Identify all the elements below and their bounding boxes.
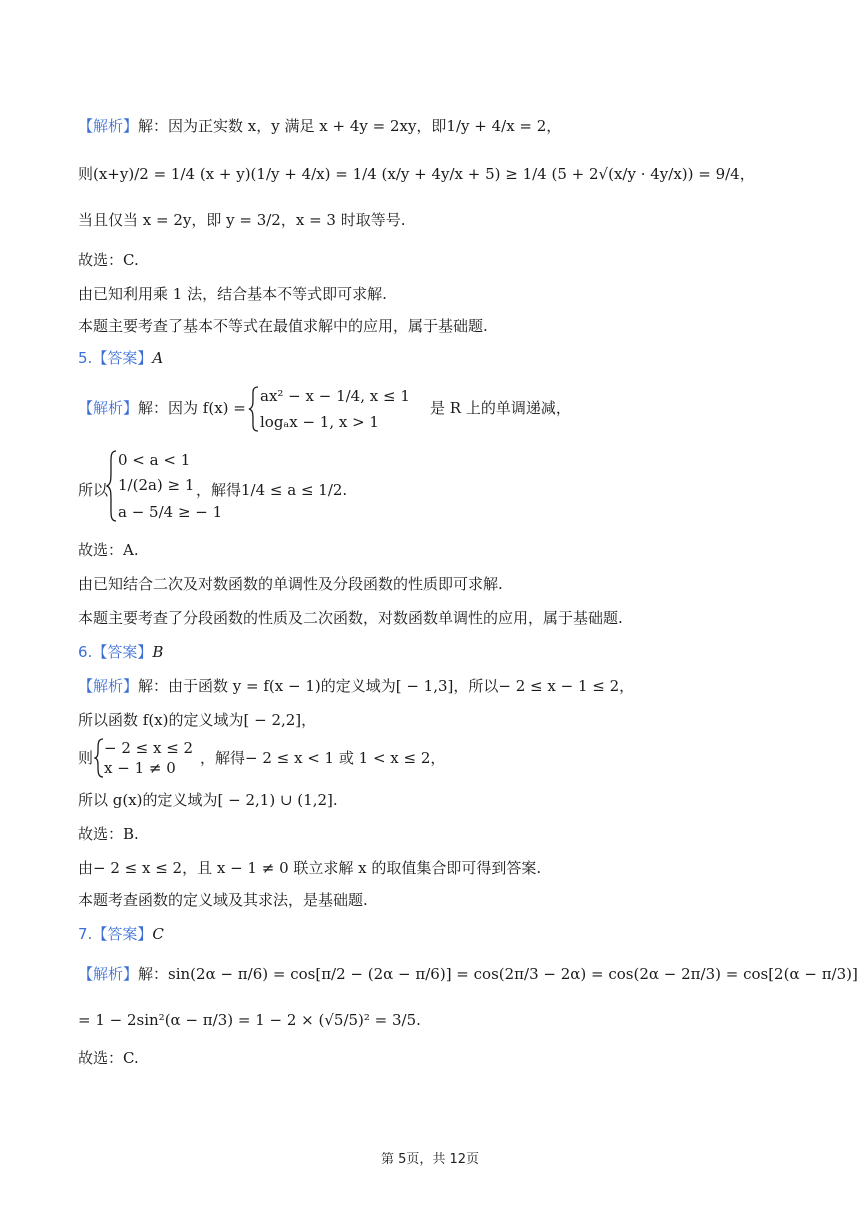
question-number: 5. (78, 349, 93, 367)
analysis-tag: 【解析】 (78, 117, 139, 135)
q5-line2-prefix: 所以 (78, 481, 109, 499)
q5-line1-prefix: 解：因为 f(x) = (138, 399, 246, 417)
q6-line3-suffix: ，解得− 2 ≤ x < 1 或 1 < x ≤ 2， (200, 749, 446, 767)
answer-letter: B (152, 643, 164, 661)
q5-line1-suffix: 是 R 上的单调递减， (430, 399, 571, 417)
analysis-tag: 【解析】 (78, 965, 139, 983)
q5-answer-line (78, 348, 163, 368)
q4-analysis-line-1 (78, 116, 561, 136)
q6-choice: 故选：B. (78, 825, 139, 843)
left-brace-icon (94, 738, 104, 778)
answer-tag: 【答案】 (92, 643, 153, 661)
q5-system-row-3: a − 5/4 ≥ − 1 (118, 503, 223, 521)
answer-tag: 【答案】 (92, 349, 153, 367)
analysis-tag: 【解析】 (78, 677, 139, 695)
q6-method: 由− 2 ≤ x ≤ 2，且 x − 1 ≠ 0 联立求解 x 的取值集合即可得到答案. (78, 859, 542, 877)
answer-letter: A (152, 349, 164, 367)
question-number: 6. (78, 643, 93, 661)
question-number: 7. (78, 925, 93, 943)
q5-choice: 故选：A. (78, 541, 139, 559)
q4-method: 由已知利用乘 1 法，结合基本不等式即可求解. (78, 285, 387, 303)
answer-letter: C (152, 925, 164, 943)
q6-answer-line (78, 642, 163, 662)
q6-analysis-line-1 (78, 676, 634, 696)
q5-system-row-2: 1/(2a) ≥ 1 (118, 476, 195, 494)
q6-summary: 本题考查函数的定义域及其求法，是基础题. (78, 891, 368, 909)
answer-tag: 【答案】 (92, 925, 153, 943)
q4-analysis-line-2: 则(x+y)/2 = 1/4 (x + y)(1/y + 4/x) = 1/4 (x/y + 4y/x + 5) ≥ 1/4 (5 + 2√(x/y · 4y/x)) = 9/4， (78, 165, 755, 183)
q6-line1-text: 解：由于函数 y = f(x − 1)的定义域为[ − 1,3]，所以− 2 ≤ x − 1 ≤ 2， (138, 677, 635, 695)
q4-summary: 本题主要考查了基本不等式在最值求解中的应用，属于基础题. (78, 317, 488, 335)
q4-line1-text: 解：因为正实数 x，y 满足 x + 4y = 2xy，即1/y + 4/x = 2， (138, 117, 562, 135)
q4-choice: 故选：C. (78, 251, 139, 269)
q7-answer-line (78, 924, 164, 944)
q5-system-row-1: 0 < a < 1 (118, 451, 191, 469)
q6-system-row-1: − 2 ≤ x ≤ 2 (104, 739, 194, 757)
q7-line1-text: 解：sin(2α − π/6) = cos[π/2 − (2α − π/6)] = cos(2π/3 − 2α) = cos(2α − 2π/3) = cos[2(α − π/3)] (138, 965, 858, 983)
analysis-tag: 【解析】 (78, 399, 139, 417)
left-brace-icon (248, 386, 260, 432)
q5-piece-1: ax² − x − 1/4, x ≤ 1 (260, 387, 410, 405)
q5-piece-2: logₐx − 1, x > 1 (260, 413, 379, 431)
q7-analysis-line-2: = 1 − 2sin²(α − π/3) = 1 − 2 × (√5/5)² = 3/5. (78, 1011, 421, 1029)
q6-analysis-line-2: 所以函数 f(x)的定义域为[ − 2,2]， (78, 711, 317, 729)
page-footer: 第 5页，共 12页 (380, 1152, 480, 1167)
q6-line3-prefix: 则 (78, 749, 94, 767)
q4-analysis-line-3: 当且仅当 x = 2y，即 y = 3/2，x = 3 时取等号. (78, 211, 406, 229)
q5-method: 由已知结合二次及对数函数的单调性及分段函数的性质即可求解. (78, 575, 503, 593)
q5-line2-suffix: ，解得1/4 ≤ a ≤ 1/2. (196, 481, 348, 499)
q6-analysis-line-4: 所以 g(x)的定义域为[ − 2,1) ∪ (1,2]. (78, 791, 338, 809)
q5-summary: 本题主要考查了分段函数的性质及二次函数，对数函数单调性的应用，属于基础题. (78, 609, 623, 627)
left-brace-icon (106, 450, 118, 522)
q7-choice: 故选：C. (78, 1049, 139, 1067)
q5-analysis-line-1 (78, 398, 246, 418)
q6-system-row-2: x − 1 ≠ 0 (104, 759, 176, 777)
q7-analysis-line-1 (78, 964, 858, 984)
